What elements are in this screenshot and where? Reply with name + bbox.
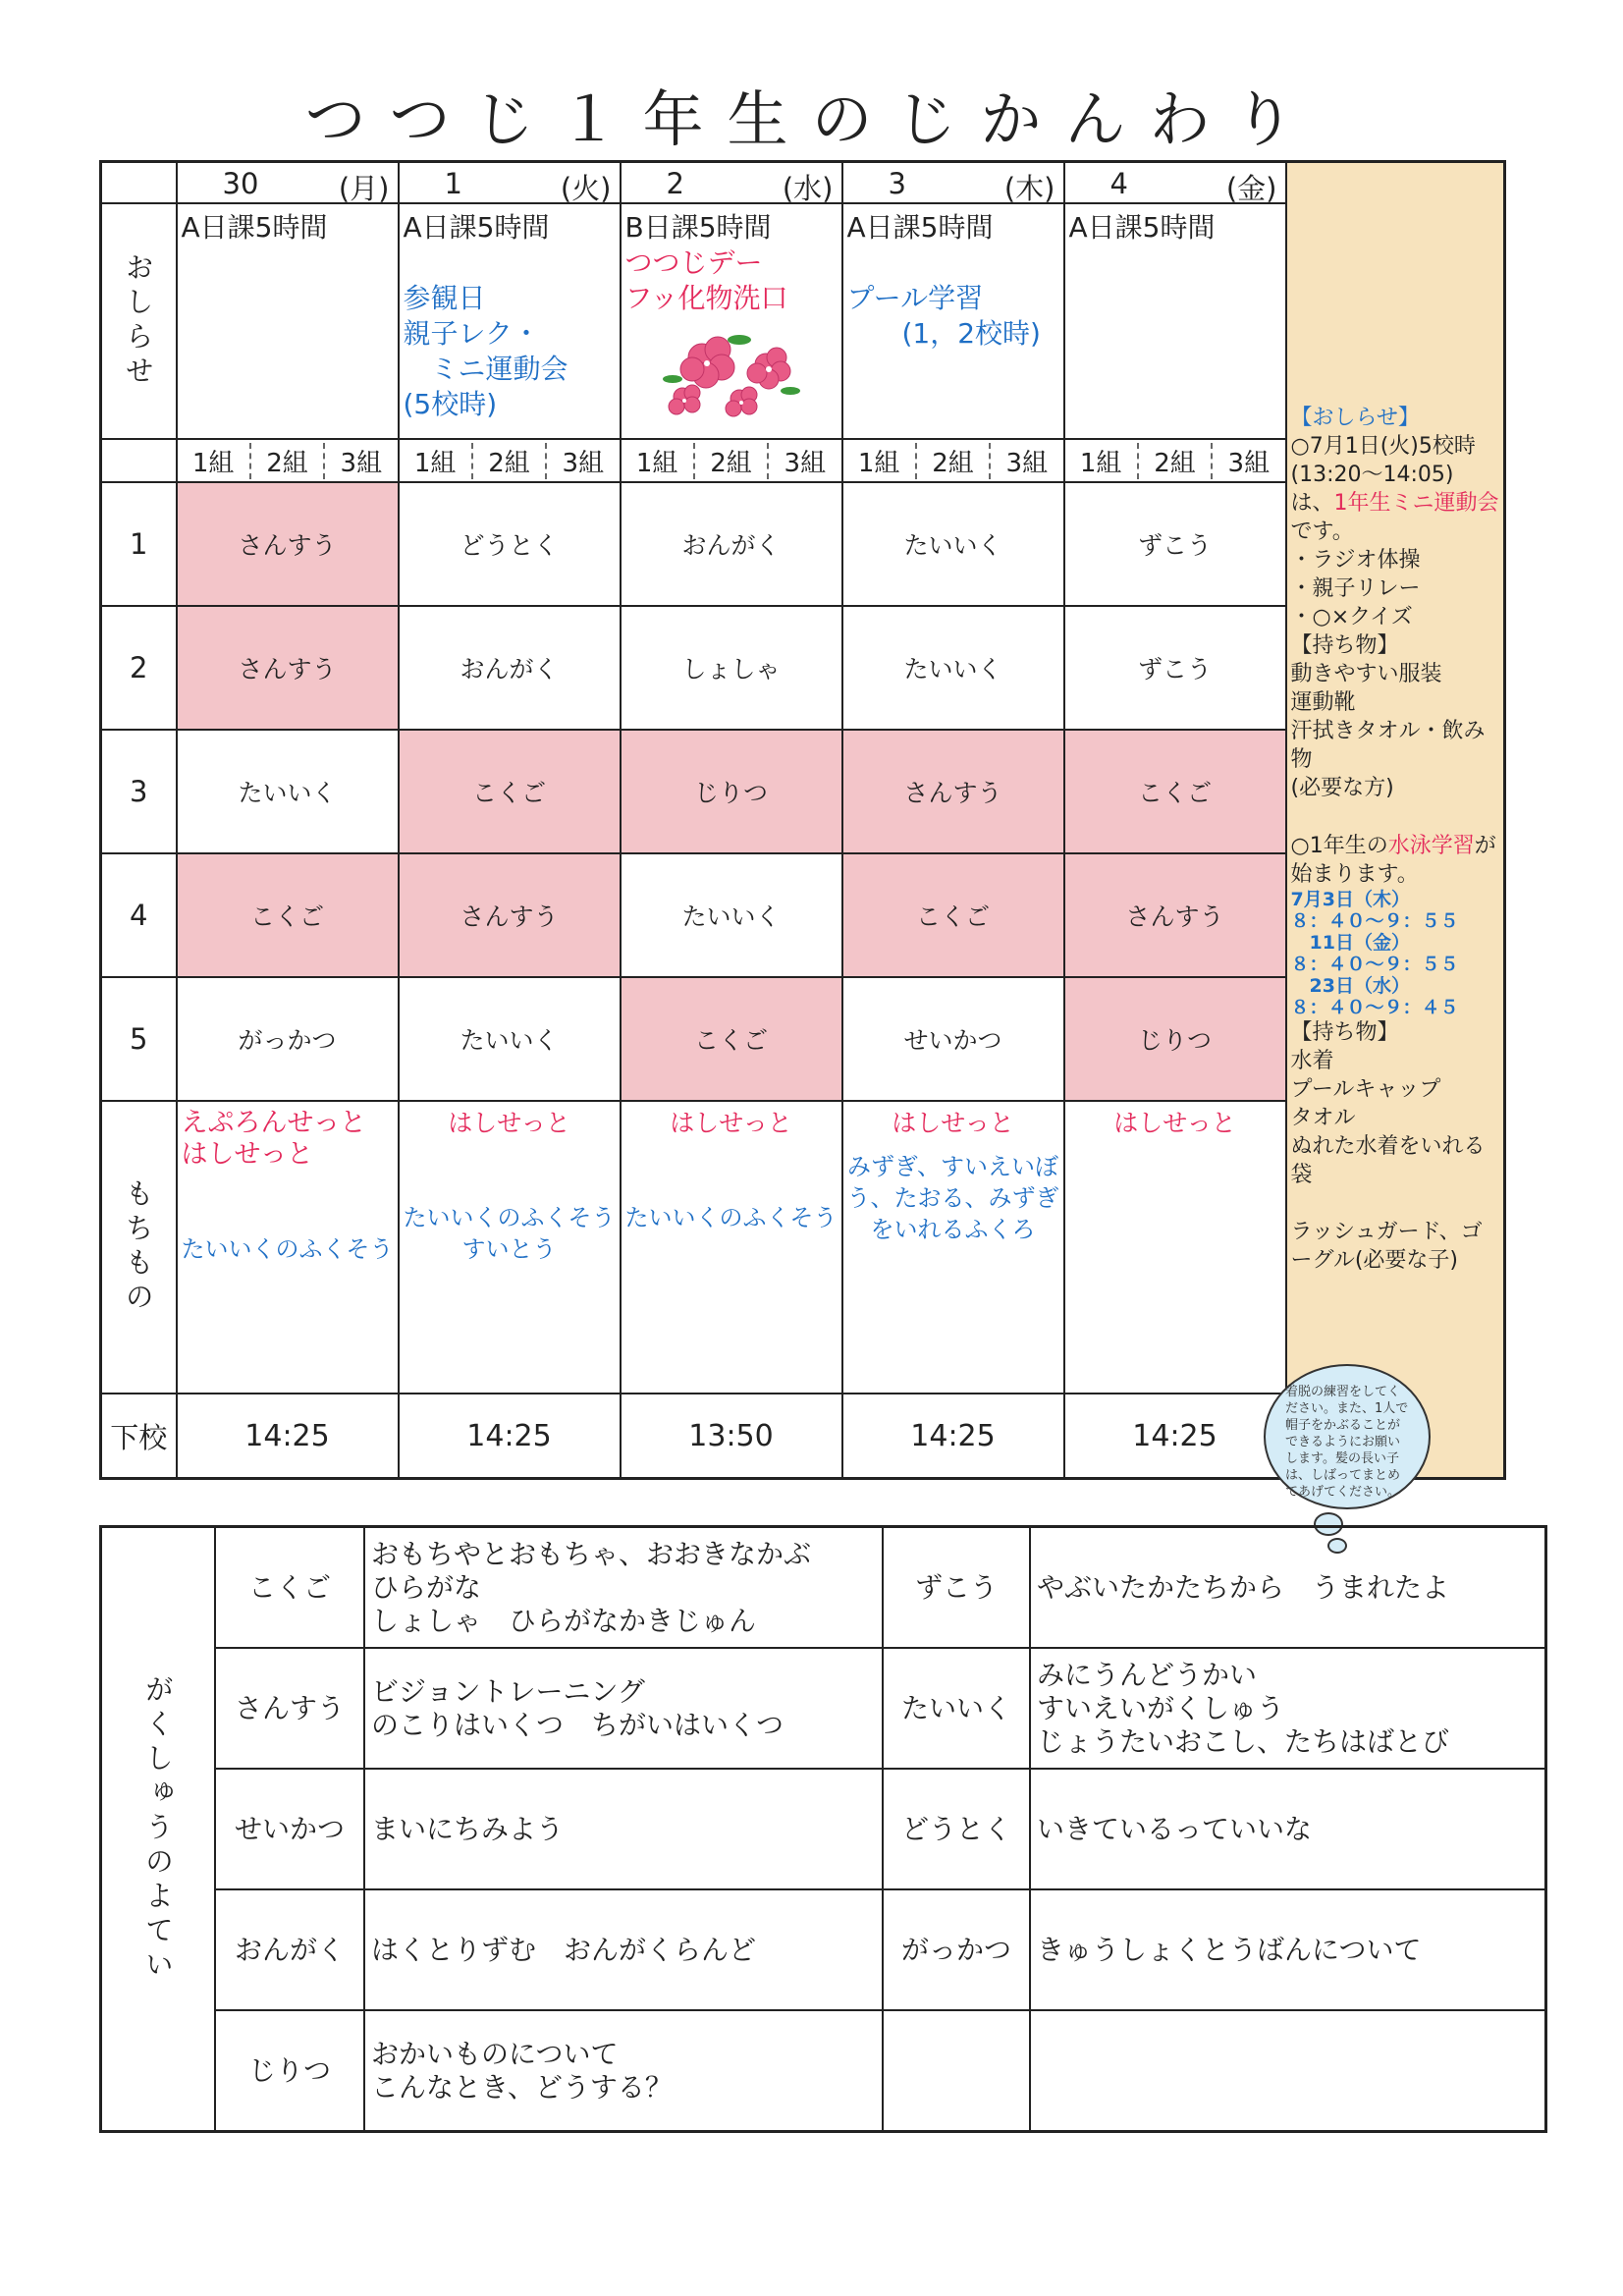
period-cell: ずこう — [1064, 606, 1286, 730]
period-cell: たいいく — [842, 482, 1064, 606]
subject-name: ずこう — [883, 1527, 1030, 1649]
period-cell: ずこう — [1064, 482, 1286, 606]
period-number: 4 — [101, 853, 177, 977]
side-head: 【おしらせ】 — [1290, 406, 1420, 430]
period-cell: さんすう — [842, 730, 1064, 853]
mochimono-cell: はしせっと — [1064, 1101, 1286, 1394]
learning-plan-table — [99, 1525, 1547, 2133]
period-cell: こくご — [842, 853, 1064, 977]
subject-plan: おかいものについて こんなとき、どうする？ — [364, 2010, 883, 2132]
period-cell: おんがく — [399, 606, 621, 730]
period-cell: こくご — [621, 977, 842, 1101]
azalea-flower-icon — [653, 320, 810, 418]
side-text: ○7月1日(火)5校時 (13:20～14:05) は、 — [1290, 434, 1476, 516]
period-cell: せいかつ — [842, 977, 1064, 1101]
period-cell: さんすう — [177, 482, 399, 606]
dismissal-time: 14:25 — [1064, 1394, 1286, 1479]
day-header — [1064, 162, 1286, 204]
period-cell: たいいく — [621, 853, 842, 977]
subject-plan — [1030, 2010, 1545, 2132]
subject-plan: はくとりずむ おんがくらんど — [364, 1889, 883, 2010]
group-header: 1組 2組 3組 — [399, 439, 621, 482]
subject-plan: まいにちみよう — [364, 1769, 883, 1889]
period-cell: じりつ — [1064, 977, 1286, 1101]
row-label-mochimono: もちもの — [101, 1101, 177, 1394]
side-text: が始まります。 — [1290, 834, 1496, 887]
day-weekday: (月) — [338, 172, 390, 205]
day-header — [399, 162, 621, 204]
day-date: 1 — [444, 167, 462, 200]
dismissal-time: 14:25 — [177, 1394, 399, 1479]
subject-name: どうとく — [883, 1769, 1030, 1889]
dismissal-time: 13:50 — [621, 1394, 842, 1479]
period-number: 2 — [101, 606, 177, 730]
side-text: ○1年生の — [1290, 834, 1388, 858]
corner-cell — [101, 162, 177, 204]
mochimono-cell: えぷろんせっと はしせっと たいいくのふくそう — [177, 1101, 399, 1394]
subject-plan: おもちやとおもちゃ、おおきなかぶ ひらがな しょしゃ ひらがなかきじゅん — [364, 1527, 883, 1649]
period-cell: たいいく — [842, 606, 1064, 730]
subject-plan: きゅうしょくとうばんについて — [1030, 1889, 1545, 2010]
side-text: です。 ・ラジオ体操 ・親子リレー ・○×クイズ 【持ち物】 動きやすい服装 運動靴 汗拭きタオル・飲み物 (必要な方) — [1290, 519, 1486, 800]
side-red-text: 水泳学習 — [1387, 834, 1475, 858]
day-date: 4 — [1109, 167, 1128, 200]
day-date: 3 — [888, 167, 906, 200]
day-weekday: (木) — [1003, 172, 1055, 205]
side-text: 【持ち物】 水着 プールキャップ タオル ぬれた水着をいれる袋 ラッシュガード、ゴーグル(必要な子) — [1290, 1020, 1486, 1273]
timetable — [99, 160, 1506, 1480]
subject-name: じりつ — [215, 2010, 364, 2132]
learning-plan-label: がくしゅうのよてい — [101, 1527, 216, 2132]
day-weekday: (水) — [782, 172, 834, 205]
notice-cell: A日課5時間 参観日 親子レク・ ミニ運動会 (5校時) — [399, 203, 621, 439]
swim-dates: 7月3日（木） ８：４０～９：５５ 11日（金） ８：４０～９：５５ 23日（水） ８：４０～９：４５ — [1290, 889, 1459, 1018]
side-notes — [1287, 404, 1504, 1275]
subject-plan: やぶいたかたちから うまれたよ — [1030, 1527, 1545, 1649]
mochimono-cell: はしせっと たいいくのふくそう すいとう — [399, 1101, 621, 1394]
period-cell: さんすう — [177, 606, 399, 730]
subject-name: がっかつ — [883, 1889, 1030, 2010]
subject-name: さんすう — [215, 1648, 364, 1769]
dismissal-time: 14:25 — [399, 1394, 621, 1479]
notice-cell: A日課5時間 プール学習 (1，2校時) — [842, 203, 1064, 439]
group-header: 1組 2組 3組 — [177, 439, 399, 482]
side-spacer — [1287, 163, 1504, 404]
period-cell: どうとく — [399, 482, 621, 606]
mochimono-cell: はしせっと みずぎ、すいえいぼ う、たおる、みずぎ をいれるふくろ — [842, 1101, 1064, 1394]
mochimono-cell: はしせっと たいいくのふくそう — [621, 1101, 842, 1394]
period-cell: がっかつ — [177, 977, 399, 1101]
dismissal-time: 14:25 — [842, 1394, 1064, 1479]
day-date: 2 — [666, 167, 684, 200]
subject-plan: ビジョントレーニング のこりはいくつ ちがいはいくつ — [364, 1648, 883, 1769]
subject-name: おんがく — [215, 1889, 364, 2010]
row-label-oshirase: おしらせ — [101, 203, 177, 439]
subject-plan: みにうんどうかい すいえいがくしゅう じょうたいおこし、たちはばとび — [1030, 1648, 1545, 1769]
period-cell: たいいく — [177, 730, 399, 853]
notice-cell: B日課5時間 つつじデー フッ化物洗口 — [621, 203, 842, 439]
speech-bubble: 着脱の練習をしてください。また、1人で帽子をかぶることができるようにお願いします。髪の長い子は、しばってまとめてあげてください。 — [1264, 1364, 1431, 1509]
period-cell: さんすう — [1064, 853, 1286, 977]
period-cell: たいいく — [399, 977, 621, 1101]
group-header: 1組 2組 3組 — [1064, 439, 1286, 482]
subject-name — [883, 2010, 1030, 2132]
side-notice-panel — [1286, 162, 1505, 1479]
period-cell: こくご — [399, 730, 621, 853]
period-cell: こくご — [1064, 730, 1286, 853]
day-header — [621, 162, 842, 204]
period-number: 5 — [101, 977, 177, 1101]
group-header: 1組 2組 3組 — [842, 439, 1064, 482]
subject-name: せいかつ — [215, 1769, 364, 1889]
page-title: つつじ１年生のじかんわり — [304, 83, 1319, 155]
row-label-gekou: 下校 — [101, 1394, 177, 1479]
groups-label-cell — [101, 439, 177, 482]
period-number: 1 — [101, 482, 177, 606]
notice-cell: A日課5時間 — [177, 203, 399, 439]
day-weekday: (火) — [560, 172, 612, 205]
subject-name: こくご — [215, 1527, 364, 1649]
notice-cell: A日課5時間 — [1064, 203, 1286, 439]
side-red-text: 1年生ミニ運動会 — [1333, 491, 1499, 516]
period-cell: さんすう — [399, 853, 621, 977]
subject-name: たいいく — [883, 1648, 1030, 1769]
period-cell: こくご — [177, 853, 399, 977]
period-cell: じりつ — [621, 730, 842, 853]
day-header — [177, 162, 399, 204]
group-header: 1組 2組 3組 — [621, 439, 842, 482]
day-header — [842, 162, 1064, 204]
day-weekday: (金) — [1225, 172, 1277, 205]
period-cell: しょしゃ — [621, 606, 842, 730]
period-number: 3 — [101, 730, 177, 853]
subject-plan: いきているっていいな — [1030, 1769, 1545, 1889]
period-cell: おんがく — [621, 482, 842, 606]
day-date: 30 — [222, 167, 259, 200]
